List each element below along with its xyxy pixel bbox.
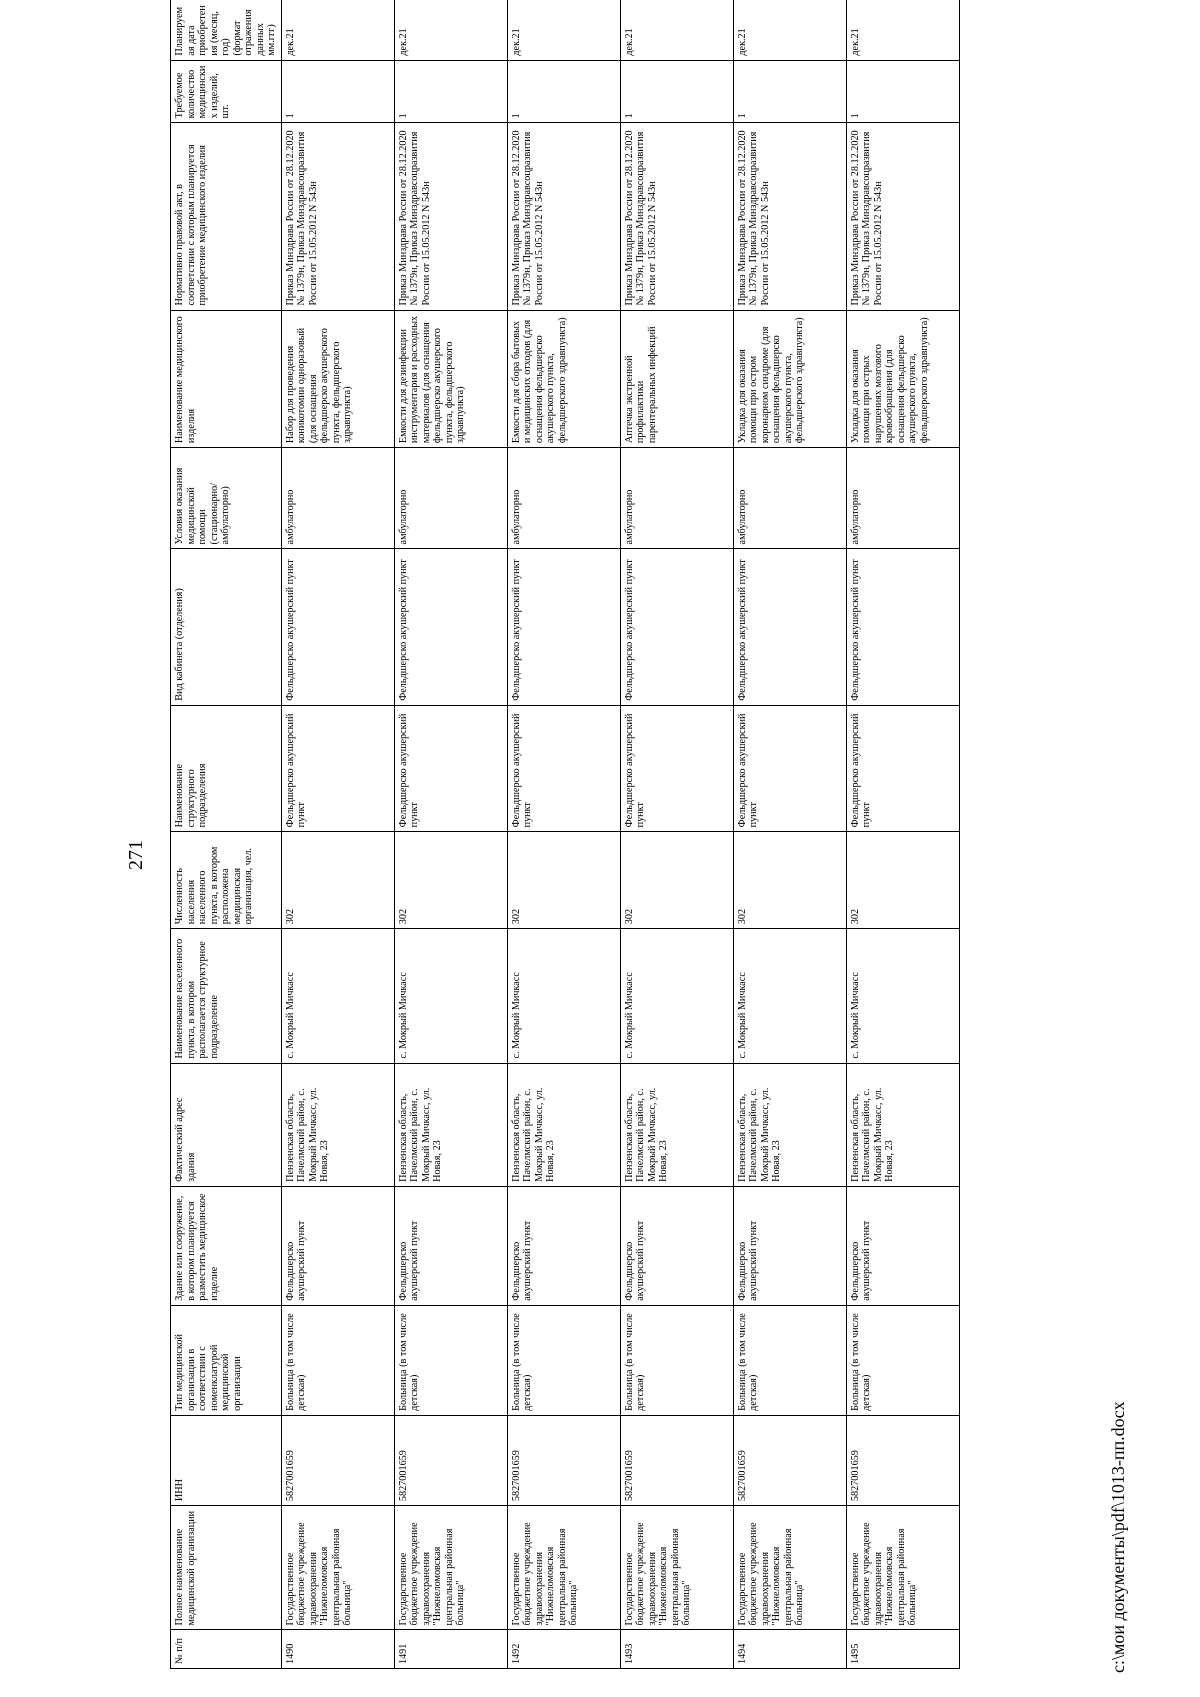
cell-device: Укладка для оказания помощи при остром коронарном синдроме (для оснащения фельдшерско акушерского пункта, фельдшерского здравпункта) (733, 310, 846, 448)
cell-act: Приказ Минздрава России от 28.12.2020 № 1379н, Приказ Минздравсоцразвития России от 15.05.2012 N 543н (846, 123, 959, 310)
cell-building: Фельдшерско акушерский пункт (620, 1186, 733, 1305)
cell-num: 1490 (281, 1630, 394, 1669)
cell-conditions: амбулаторно (394, 448, 507, 549)
cell-population: 302 (281, 832, 394, 929)
header-cell: Вид кабинета (отделения) (171, 549, 282, 705)
cell-date: дек.21 (281, 0, 394, 60)
header-cell: Требуемое количество медицинских изделий, шт. (171, 60, 282, 123)
cell-unit: Фельдшерско акушерский пункт (846, 705, 959, 832)
cell-cabinet: Фельдшерско акушерский пункт (733, 549, 846, 705)
cell-org: Государственное бюджетное учреждение здравоохранения "Нижнеломовская центральная районная больница" (281, 1506, 394, 1630)
cell-num: 1492 (507, 1630, 620, 1669)
cell-settlement: с. Мокрый Мичкасс (507, 929, 620, 1063)
cell-cabinet: Фельдшерско акушерский пункт (507, 549, 620, 705)
cell-date: дек.21 (733, 0, 846, 60)
cell-qty: 1 (394, 60, 507, 123)
header-cell: Условия оказания медицинской помощи (стационарно/амбулаторно) (171, 448, 282, 549)
header-cell: Нормативно правовой акт, в соответствии с которым планируется приобретение медицинского изделия (171, 123, 282, 310)
header-cell: Тип медицинской организации в соответствии с номенклатурой медицинской организации (171, 1305, 282, 1415)
cell-settlement: с. Мокрый Мичкасс (733, 929, 846, 1063)
cell-building: Фельдшерско акушерский пункт (281, 1186, 394, 1305)
cell-device: Емкости для дезинфекции инструментария и расходных материалов (для оснащения фельдшерско акушерского пункта, фельдшерского здравпункта) (394, 310, 507, 448)
cell-org: Государственное бюджетное учреждение здравоохранения "Нижнеломовская центральная районная больница" (733, 1506, 846, 1630)
cell-act: Приказ Минздрава России от 28.12.2020 № 1379н, Приказ Минздравсоцразвития России от 15.05.2012 N 543н (394, 123, 507, 310)
cell-qty: 1 (281, 60, 394, 123)
cell-type: Больница (в том числе детская) (507, 1305, 620, 1415)
cell-settlement: с. Мокрый Мичкасс (394, 929, 507, 1063)
cell-building: Фельдшерско акушерский пункт (733, 1186, 846, 1305)
table-row (620, 0, 733, 1669)
cell-device: Укладка для оказания помощи при острых нарушениях мозгового кровообращения (для оснащения фельдшерско акушерского пункта, фельдшерского здравпункта) (846, 310, 959, 448)
cell-type: Больница (в том числе детская) (394, 1305, 507, 1415)
cell-address: Пензенская область, Пачелмский район, с. Мокрый Мичкасс, ул. Новая, 23 (281, 1063, 394, 1186)
cell-settlement: с. Мокрый Мичкасс (620, 929, 733, 1063)
cell-cabinet: Фельдшерско акушерский пункт (846, 549, 959, 705)
cell-conditions: амбулаторно (620, 448, 733, 549)
cell-inn: 5827001659 (281, 1415, 394, 1505)
cell-population: 302 (733, 832, 846, 929)
cell-date: дек.21 (846, 0, 959, 60)
cell-org: Государственное бюджетное учреждение здравоохранения "Нижнеломовская центральная районная больница" (394, 1506, 507, 1630)
header-cell: Полное наименование медицинской организации (171, 1506, 282, 1630)
header-cell: Наименование населенного пункта, в котором располагается структурное подразделение (171, 929, 282, 1063)
header-cell: Наименование медицинского изделия (171, 310, 282, 448)
cell-inn: 5827001659 (394, 1415, 507, 1505)
cell-type: Больница (в том числе детская) (281, 1305, 394, 1415)
cell-num: 1494 (733, 1630, 846, 1669)
header-cell: Наименование структурного подразделения (171, 705, 282, 832)
cell-cabinet: Фельдшерско акушерский пункт (394, 549, 507, 705)
cell-device: Емкости для сбора бытовых и медицинских отходов (для оснащения фельдшерско акушерского пункта, фельдшерского здравпункта) (507, 310, 620, 448)
cell-address: Пензенская область, Пачелмский район, с. Мокрый Мичкасс, ул. Новая, 23 (733, 1063, 846, 1186)
cell-num: 1491 (394, 1630, 507, 1669)
cell-conditions: амбулаторно (846, 448, 959, 549)
cell-address: Пензенская область, Пачелмский район, с. Мокрый Мичкасс, ул. Новая, 23 (846, 1063, 959, 1186)
cell-conditions: амбулаторно (281, 448, 394, 549)
page-number: 271 (125, 840, 147, 870)
cell-qty: 1 (733, 60, 846, 123)
cell-date: дек.21 (394, 0, 507, 60)
cell-act: Приказ Минздрава России от 28.12.2020 № 1379н, Приказ Минздравсоцразвития России от 15.05.2012 N 543н (733, 123, 846, 310)
cell-org: Государственное бюджетное учреждение здравоохранения "Нижнеломовская центральная районная больница" (846, 1506, 959, 1630)
table-header-row (171, 0, 282, 1669)
cell-building: Фельдшерско акушерский пункт (846, 1186, 959, 1305)
equipment-table (170, 0, 960, 1669)
cell-type: Больница (в том числе детская) (846, 1305, 959, 1415)
cell-population: 302 (507, 832, 620, 929)
header-cell: Планируемая дата приобретения (месяц, год) (формат отражения данных мм.ггг) (171, 0, 282, 60)
cell-org: Государственное бюджетное учреждение здравоохранения "Нижнеломовская центральная районная больница" (507, 1506, 620, 1630)
header-cell: ИНН (171, 1415, 282, 1505)
cell-qty: 1 (846, 60, 959, 123)
cell-unit: Фельдшерско акушерский пункт (507, 705, 620, 832)
cell-device: Аптечка экстренной профилактики парентеральных инфекций (620, 310, 733, 448)
cell-address: Пензенская область, Пачелмский район, с. Мокрый Мичкасс, ул. Новая, 23 (394, 1063, 507, 1186)
cell-population: 302 (846, 832, 959, 929)
table-row (394, 0, 507, 1669)
footer-file-path: c:\мои документы\pdf\1013-пп.docx (1108, 1401, 1128, 1673)
cell-cabinet: Фельдшерско акушерский пункт (620, 549, 733, 705)
cell-inn: 5827001659 (846, 1415, 959, 1505)
cell-population: 302 (620, 832, 733, 929)
cell-unit: Фельдшерско акушерский пункт (733, 705, 846, 832)
cell-settlement: с. Мокрый Мичкасс (846, 929, 959, 1063)
header-cell: Здание или сооружение, в котором планируется разместить медицинское изделие (171, 1186, 282, 1305)
cell-act: Приказ Минздрава России от 28.12.2020 № 1379н, Приказ Минздравсоцразвития России от 15.05.2012 N 543н (507, 123, 620, 310)
cell-num: 1493 (620, 1630, 733, 1669)
cell-type: Больница (в том числе детская) (620, 1305, 733, 1415)
cell-population: 302 (394, 832, 507, 929)
cell-address: Пензенская область, Пачелмский район, с. Мокрый Мичкасс, ул. Новая, 23 (507, 1063, 620, 1186)
cell-qty: 1 (620, 60, 733, 123)
cell-address: Пензенская область, Пачелмский район, с. Мокрый Мичкасс, ул. Новая, 23 (620, 1063, 733, 1186)
table-row (281, 0, 394, 1669)
cell-inn: 5827001659 (507, 1415, 620, 1505)
cell-building: Фельдшерско акушерский пункт (507, 1186, 620, 1305)
header-cell: Фактический адрес здания (171, 1063, 282, 1186)
cell-device: Набор для проведения коникотомии одноразовый (для оснащения фельдшерско акушерского пункта, фельдшерского здравпункта) (281, 310, 394, 448)
cell-unit: Фельдшерско акушерский пункт (620, 705, 733, 832)
cell-cabinet: Фельдшерско акушерский пункт (281, 549, 394, 705)
table-row (507, 0, 620, 1669)
cell-unit: Фельдшерско акушерский пункт (281, 705, 394, 832)
header-cell: Численность населения населенного пункта, в котором расположена медицинская организация, чел. (171, 832, 282, 929)
cell-inn: 5827001659 (733, 1415, 846, 1505)
cell-date: дек.21 (507, 0, 620, 60)
cell-unit: Фельдшерско акушерский пункт (394, 705, 507, 832)
table-row (733, 0, 846, 1669)
cell-conditions: амбулаторно (507, 448, 620, 549)
cell-conditions: амбулаторно (733, 448, 846, 549)
header-cell: № п/п (171, 1630, 282, 1669)
cell-act: Приказ Минздрава России от 28.12.2020 № 1379н, Приказ Минздравсоцразвития России от 15.05.2012 N 543н (620, 123, 733, 310)
cell-num: 1495 (846, 1630, 959, 1669)
cell-building: Фельдшерско акушерский пункт (394, 1186, 507, 1305)
cell-act: Приказ Минздрава России от 28.12.2020 № 1379н, Приказ Минздравсоцразвития России от 15.05.2012 N 543н (281, 123, 394, 310)
cell-qty: 1 (507, 60, 620, 123)
cell-inn: 5827001659 (620, 1415, 733, 1505)
cell-type: Больница (в том числе детская) (733, 1305, 846, 1415)
cell-settlement: с. Мокрый Мичкасс (281, 929, 394, 1063)
table-row (846, 0, 959, 1669)
cell-org: Государственное бюджетное учреждение здравоохранения "Нижнеломовская центральная районная больница" (620, 1506, 733, 1630)
cell-date: дек.21 (620, 0, 733, 60)
